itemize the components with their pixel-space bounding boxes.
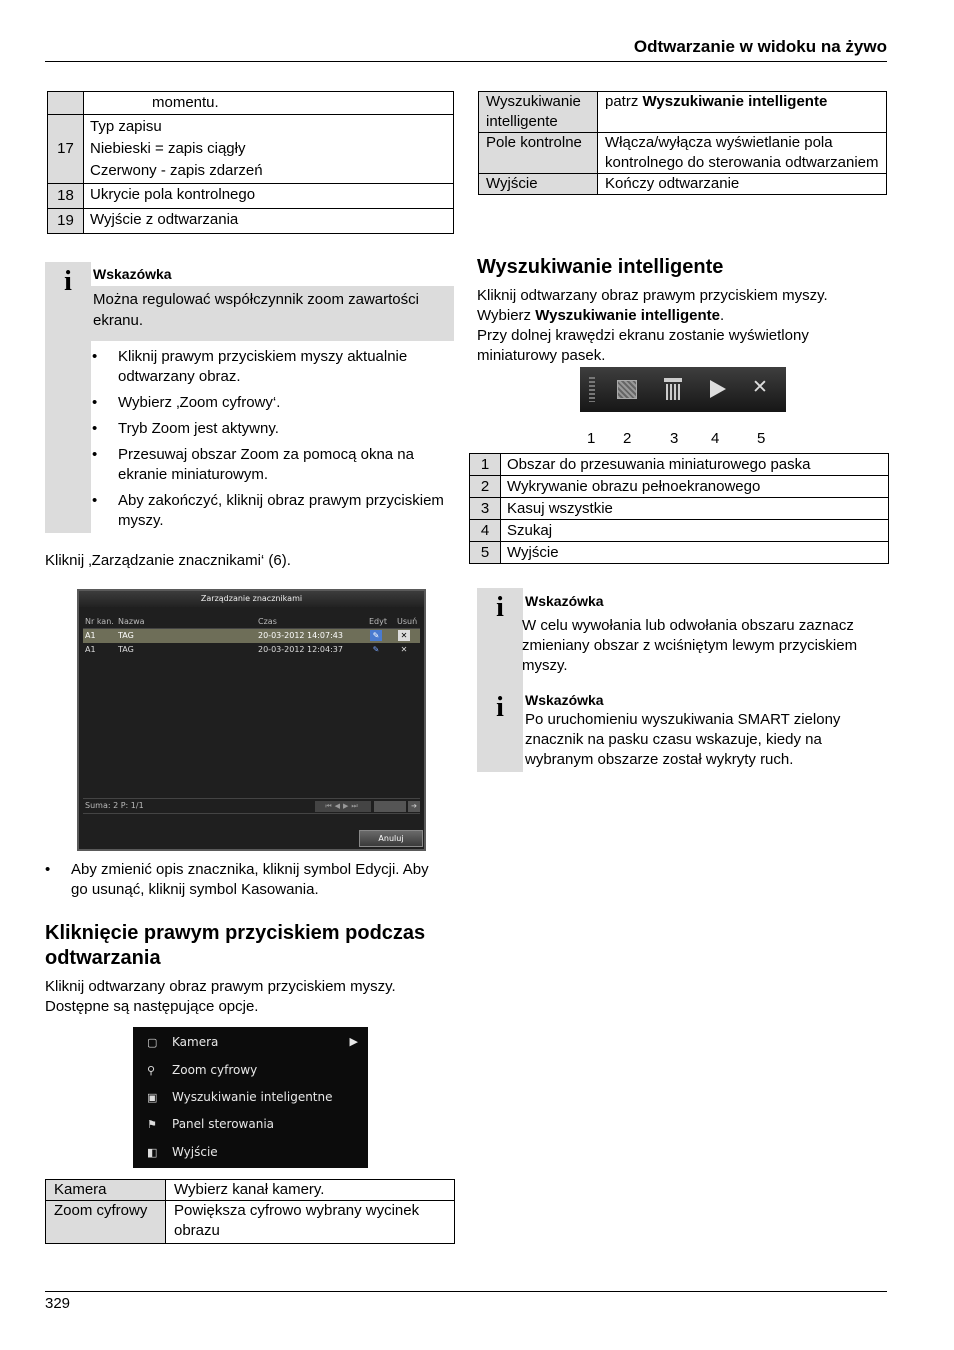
functions-table-right — [478, 91, 887, 195]
note-text: W celu wywołania lub odwołania obszaru zaznacz zmieniany obszar z wciśniętym lewym przyciskiem myszy. — [522, 617, 858, 674]
tag-management-window — [77, 589, 426, 851]
info-icon: i — [496, 592, 504, 623]
play-icon[interactable] — [710, 380, 726, 398]
option-name: Kamera — [46, 1180, 166, 1201]
column-header: Nr kan. — [85, 617, 114, 626]
info-icon: i — [496, 692, 504, 723]
camera-icon: ▢ — [147, 1036, 158, 1049]
row-number — [48, 92, 84, 115]
edit-icon[interactable]: ✎ — [372, 645, 380, 654]
window-title: Zarządzanie znacznikami — [79, 591, 424, 607]
table-row — [46, 1201, 455, 1244]
list-item: • Aby zakończyć, kliknij obraz prawym przyciskiem myszy. — [92, 491, 447, 531]
column-header: Usuń — [397, 617, 418, 626]
option-desc: Wybierz kanał kamery. — [166, 1180, 455, 1201]
menu-item-label: Panel sterowania — [172, 1117, 274, 1131]
exit-icon: ◧ — [147, 1146, 158, 1159]
submenu-arrow-icon: ▶ — [349, 1035, 358, 1048]
fullscreen-detect-icon[interactable] — [617, 380, 637, 399]
context-menu — [133, 1027, 368, 1168]
row-text: momentu. — [84, 92, 454, 115]
options-table — [45, 1179, 455, 1244]
menu-item-label: Zoom cyfrowy — [172, 1063, 258, 1077]
note-text: Po uruchomieniu wyszukiwania SMART zielony znacznik na pasku czasu wskazuje, kiedy na wybranym obszarze został wykryty ruch. — [525, 711, 841, 768]
cell-channel: A1 — [85, 631, 96, 640]
row-text: Wykrywanie obrazu pełnoekranowego — [501, 476, 889, 498]
function-desc: Kończy odtwarzanie — [598, 174, 887, 195]
page-number: 329 — [45, 1295, 71, 1312]
menu-item-kamera[interactable] — [133, 1030, 368, 1057]
row-number: 4 — [470, 520, 501, 542]
note-title: Wskazówka — [93, 266, 172, 282]
table-row — [48, 115, 454, 184]
table-row — [46, 1180, 455, 1201]
row-text: Wyjście — [501, 542, 889, 564]
column-header: Nazwa — [118, 617, 145, 626]
edit-icon[interactable]: ✎ — [370, 630, 382, 641]
list-item: • Tryb Zoom jest aktywny. — [92, 419, 447, 439]
pagination-bar — [83, 798, 420, 814]
row-number: 5 — [470, 542, 501, 564]
table-row — [479, 92, 887, 133]
text-line: Przy dolnej krawędzi ekranu zostanie wyświetlony miniaturowy pasek. — [477, 327, 809, 364]
close-icon[interactable]: ✕ — [752, 376, 768, 398]
table-row[interactable] — [83, 643, 420, 657]
page-header-title: Odtwarzanie w widoku na żywo — [633, 37, 887, 56]
mini-toolbar — [580, 367, 786, 412]
table-row — [470, 454, 889, 476]
row-number: 18 — [48, 184, 84, 209]
row-number: 2 — [470, 476, 501, 498]
summary-text: Suma: 2 P: 1/1 — [85, 801, 144, 810]
zoom-steps-list — [92, 347, 447, 537]
text-bold: Wyszukiwanie intelligente — [535, 307, 720, 324]
footer-divider — [45, 1291, 887, 1292]
info-icon: i — [64, 266, 72, 297]
list-item: • Aby zmienić opis znacznika, kliknij symbol Edycji. Aby go usunąć, kliknij symbol Kasowania. — [45, 860, 445, 900]
toolbar-number: 4 — [711, 430, 720, 447]
zoom-icon: ⚲ — [147, 1064, 156, 1077]
toolbar-number: 2 — [623, 430, 632, 447]
table-header — [83, 615, 420, 629]
list-item: • Kliknij prawym przyciskiem myszy aktualnie odtwarzany obraz. — [92, 347, 447, 387]
option-name: Zoom cyfrowy — [46, 1201, 166, 1244]
section-heading-right-click: Kliknięcie prawym przyciskiem podczas odtwarzania — [45, 922, 426, 969]
desc-text: patrz — [605, 93, 643, 110]
menu-item-label: Wyszukiwanie inteligentne — [172, 1090, 333, 1104]
row-line: Niebieski = zapis ciągły — [90, 140, 246, 157]
text-part: . — [720, 307, 725, 324]
row-text: Obszar do przesuwania miniaturowego paska — [501, 454, 889, 476]
section-text-right-click: Kliknij odtwarzany obraz prawym przyciskiem myszy. Dostępne są następujące opcje. — [45, 978, 396, 1015]
section-text-smart-search — [477, 286, 877, 366]
cell-name: TAG — [118, 645, 134, 654]
table-row — [48, 92, 454, 115]
cancel-button[interactable]: Anuluj — [359, 830, 423, 847]
row-text — [84, 115, 454, 184]
text-line — [477, 306, 877, 326]
section-heading-smart-search: Wyszukiwanie intelligente — [477, 256, 724, 278]
page-nav-buttons[interactable]: ⏮◀▶⏭ — [315, 801, 371, 812]
row-number: 3 — [470, 498, 501, 520]
function-desc: Włącza/wyłącza wyświetlanie pola kontrolnego do sterowania odtwarzaniem — [598, 133, 887, 174]
header-divider — [45, 61, 887, 62]
menu-item-zoom[interactable] — [133, 1058, 368, 1085]
toolbar-number: 5 — [757, 430, 766, 447]
list-item: • Wybierz ‚Zoom cyfrowy‘. — [92, 393, 447, 413]
row-line: Typ zapisu — [90, 118, 162, 135]
trash-icon[interactable] — [664, 378, 682, 400]
table-row — [48, 184, 454, 209]
column-header: Czas — [258, 617, 277, 626]
note-sidebar — [45, 262, 91, 533]
note-title: Wskazówka — [525, 593, 604, 609]
legend-table-left — [47, 91, 454, 234]
text-line: Kliknij odtwarzany obraz prawym przyciskiem myszy. — [477, 287, 828, 304]
delete-icon[interactable]: ✕ — [400, 645, 408, 654]
cell-time: 20-03-2012 14:07:43 — [258, 631, 343, 640]
row-number: 1 — [470, 454, 501, 476]
menu-item-exit[interactable] — [133, 1140, 368, 1167]
cell-time: 20-03-2012 12:04:37 — [258, 645, 343, 654]
panel-icon: ⚑ — [147, 1118, 157, 1131]
row-text: Wyjście z odtwarzania — [84, 209, 454, 234]
text-part: Wybierz — [477, 307, 536, 324]
row-number: 17 — [48, 115, 84, 184]
note-text: Można regulować współczynnik zoom zawartości ekranu. — [93, 291, 419, 329]
table-row — [470, 542, 889, 564]
table-row — [470, 476, 889, 498]
drag-handle-icon[interactable] — [589, 377, 595, 402]
table-row[interactable] — [83, 629, 420, 643]
table-row — [48, 209, 454, 234]
list-item: • Przesuwaj obszar Zoom za pomocą okna na ekranie miniaturowym. — [92, 445, 447, 485]
tags-intro-text: Kliknij ‚Zarządzanie znacznikami‘ (6). — [45, 552, 291, 569]
cell-name: TAG — [118, 631, 134, 640]
row-text: Kasuj wszystkie — [501, 498, 889, 520]
menu-item-label: Wyjście — [172, 1145, 218, 1159]
toolbar-number: 3 — [670, 430, 679, 447]
go-arrow-icon[interactable]: ➔ — [408, 801, 420, 812]
table-row — [470, 498, 889, 520]
function-name: Wyszukiwanie intelligente — [479, 92, 598, 133]
option-desc: Powiększa cyfrowo wybrany wycinek obrazu — [166, 1201, 455, 1244]
table-row — [470, 520, 889, 542]
toolbar-number: 1 — [587, 430, 596, 447]
row-text: Ukrycie pola kontrolnego — [84, 184, 454, 209]
function-desc — [598, 92, 887, 133]
row-text: Szukaj — [501, 520, 889, 542]
menu-item-control-panel[interactable] — [133, 1112, 368, 1139]
table-row — [479, 133, 887, 174]
tag-edit-hint — [45, 860, 445, 906]
table-row — [479, 174, 887, 195]
column-header: Edyt — [369, 617, 388, 626]
note-title: Wskazówka — [525, 692, 604, 708]
delete-icon[interactable]: ✕ — [398, 630, 410, 641]
row-number: 19 — [48, 209, 84, 234]
image-icon: ▣ — [147, 1091, 158, 1104]
desc-bold: Wyszukiwanie intelligente — [642, 93, 828, 110]
function-name: Wyjście — [479, 174, 598, 195]
toolbar-legend-table — [469, 453, 889, 564]
menu-item-label: Kamera — [172, 1035, 219, 1049]
cell-channel: A1 — [85, 645, 96, 654]
row-line: Czerwony - zapis zdarzeń — [90, 162, 263, 179]
function-name: Pole kontrolne — [479, 133, 598, 174]
menu-item-smart-search[interactable] — [133, 1085, 368, 1112]
page-input[interactable] — [374, 801, 406, 812]
